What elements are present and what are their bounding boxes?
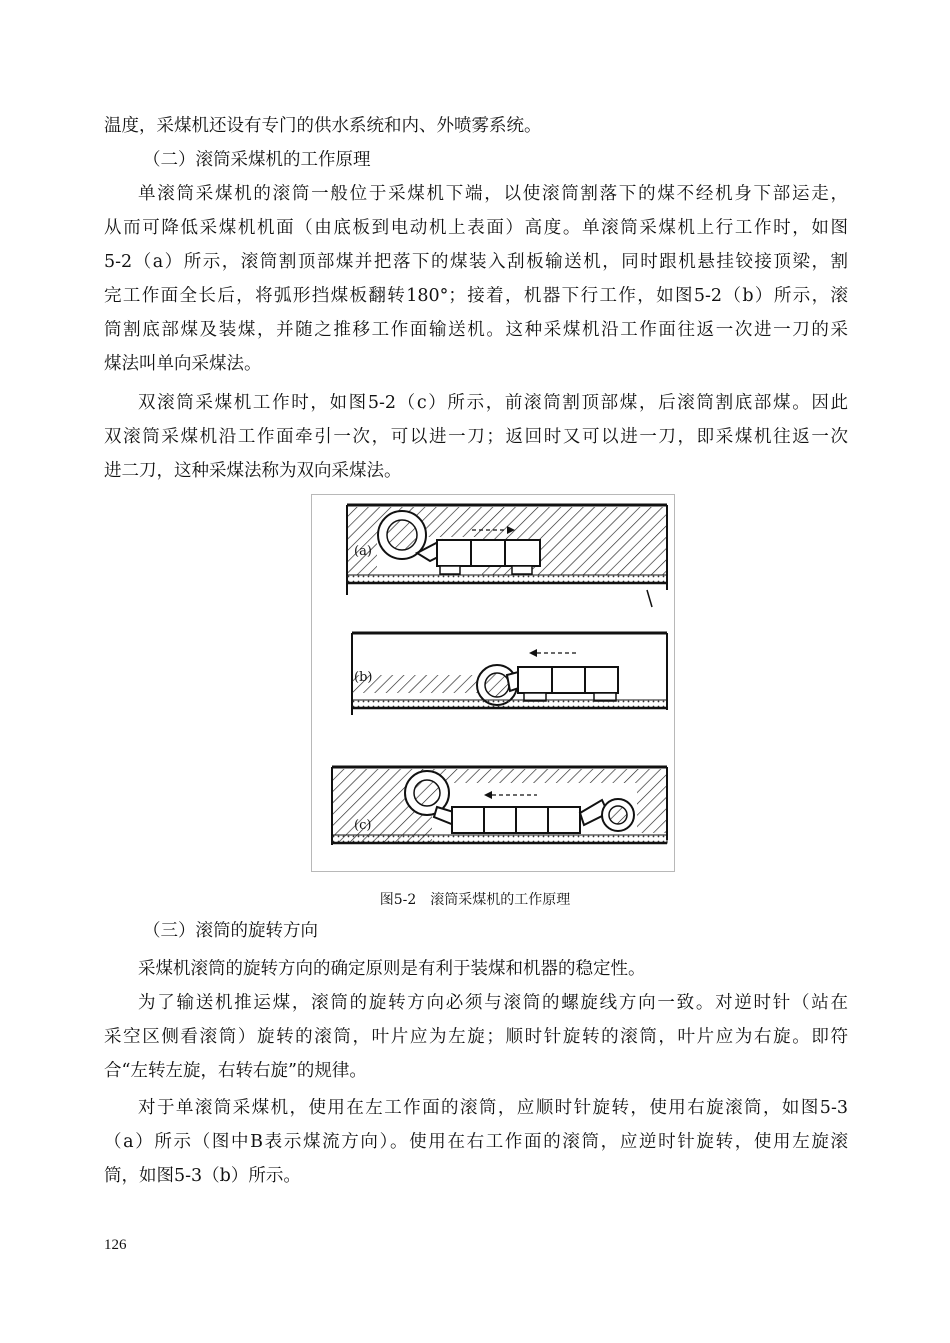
paragraph-line: 双滚筒采煤机沿工作面牵引一次，可以进一刀；返回时又可以进一刀，即采煤机往返一次	[104, 427, 848, 447]
section-heading: （二）滚筒采煤机的工作原理	[143, 150, 371, 170]
panel-b-label: (b)	[354, 670, 373, 685]
paragraph-line: 为了输送机推运煤，滚筒的旋转方向必须与滚筒的螺旋线方向一致。对逆时针（站在	[138, 993, 848, 1013]
figure-caption: 图5-2 滚筒采煤机的工作原理	[379, 892, 571, 908]
paragraph-line: 从而可降低采煤机机面（由底板到电动机上表面）高度。单滚筒采煤机上行工作时，如图	[104, 218, 848, 238]
paragraph-line: 煤法叫单向采煤法。	[104, 354, 262, 374]
paragraph-line: 进二刀，这种采煤法称为双向采煤法。	[104, 461, 402, 481]
panel-a-label: (a)	[354, 544, 372, 559]
paragraph-line: 温度，采煤机还设有专门的供水系统和内、外喷雾系统。	[104, 116, 542, 136]
shearer-diagram	[312, 495, 674, 871]
figure-shearer-principle	[311, 494, 675, 872]
section-heading: （三）滚筒的旋转方向	[143, 921, 318, 941]
paragraph-line: 双滚筒采煤机工作时，如图5-2（c）所示，前滚筒割顶部煤，后滚筒割底部煤。因此	[138, 393, 848, 413]
paragraph-line: （a）所示（图中B表示煤流方向）。使用在右工作面的滚筒，应逆时针旋转，使用左旋滚	[104, 1132, 848, 1152]
paragraph-line: 筒割底部煤及装煤，并随之推移工作面输送机。这种采煤机沿工作面往返一次进一刀的采	[104, 320, 848, 340]
paragraph-line: 采煤机滚筒的旋转方向的确定原则是有利于装煤和机器的稳定性。	[138, 959, 646, 979]
diagram-panel-a	[347, 505, 667, 607]
diagram-panel-b	[352, 633, 667, 715]
paragraph-line: 对于单滚筒采煤机，使用在左工作面的滚筒，应顺时针旋转，使用右旋滚筒，如图5-3	[138, 1098, 848, 1118]
paragraph-line: 单滚筒采煤机的滚筒一般位于采煤机下端，以使滚筒割落下的煤不经机身下部运走，	[138, 184, 848, 204]
panel-c-label: (c)	[354, 818, 372, 833]
paragraph-line: 完工作面全长后，将弧形挡煤板翻转180°；接着，机器下行工作，如图5-2（b）所示，滚	[104, 286, 848, 306]
paragraph-line: 5-2（a）所示，滚筒割顶部煤并把落下的煤装入刮板输送机，同时跟机悬挂铰接顶梁，割	[104, 252, 848, 272]
diagram-panel-c	[332, 767, 667, 845]
page-number: 126	[104, 1237, 127, 1253]
paragraph-line: 筒，如图5-3（b）所示。	[104, 1166, 301, 1186]
paragraph-line: 合“左转左旋，右转右旋”的规律。	[104, 1061, 367, 1081]
paragraph-line: 采空区侧看滚筒）旋转的滚筒，叶片应为左旋；顺时针旋转的滚筒，叶片应为右旋。即符	[104, 1027, 848, 1047]
